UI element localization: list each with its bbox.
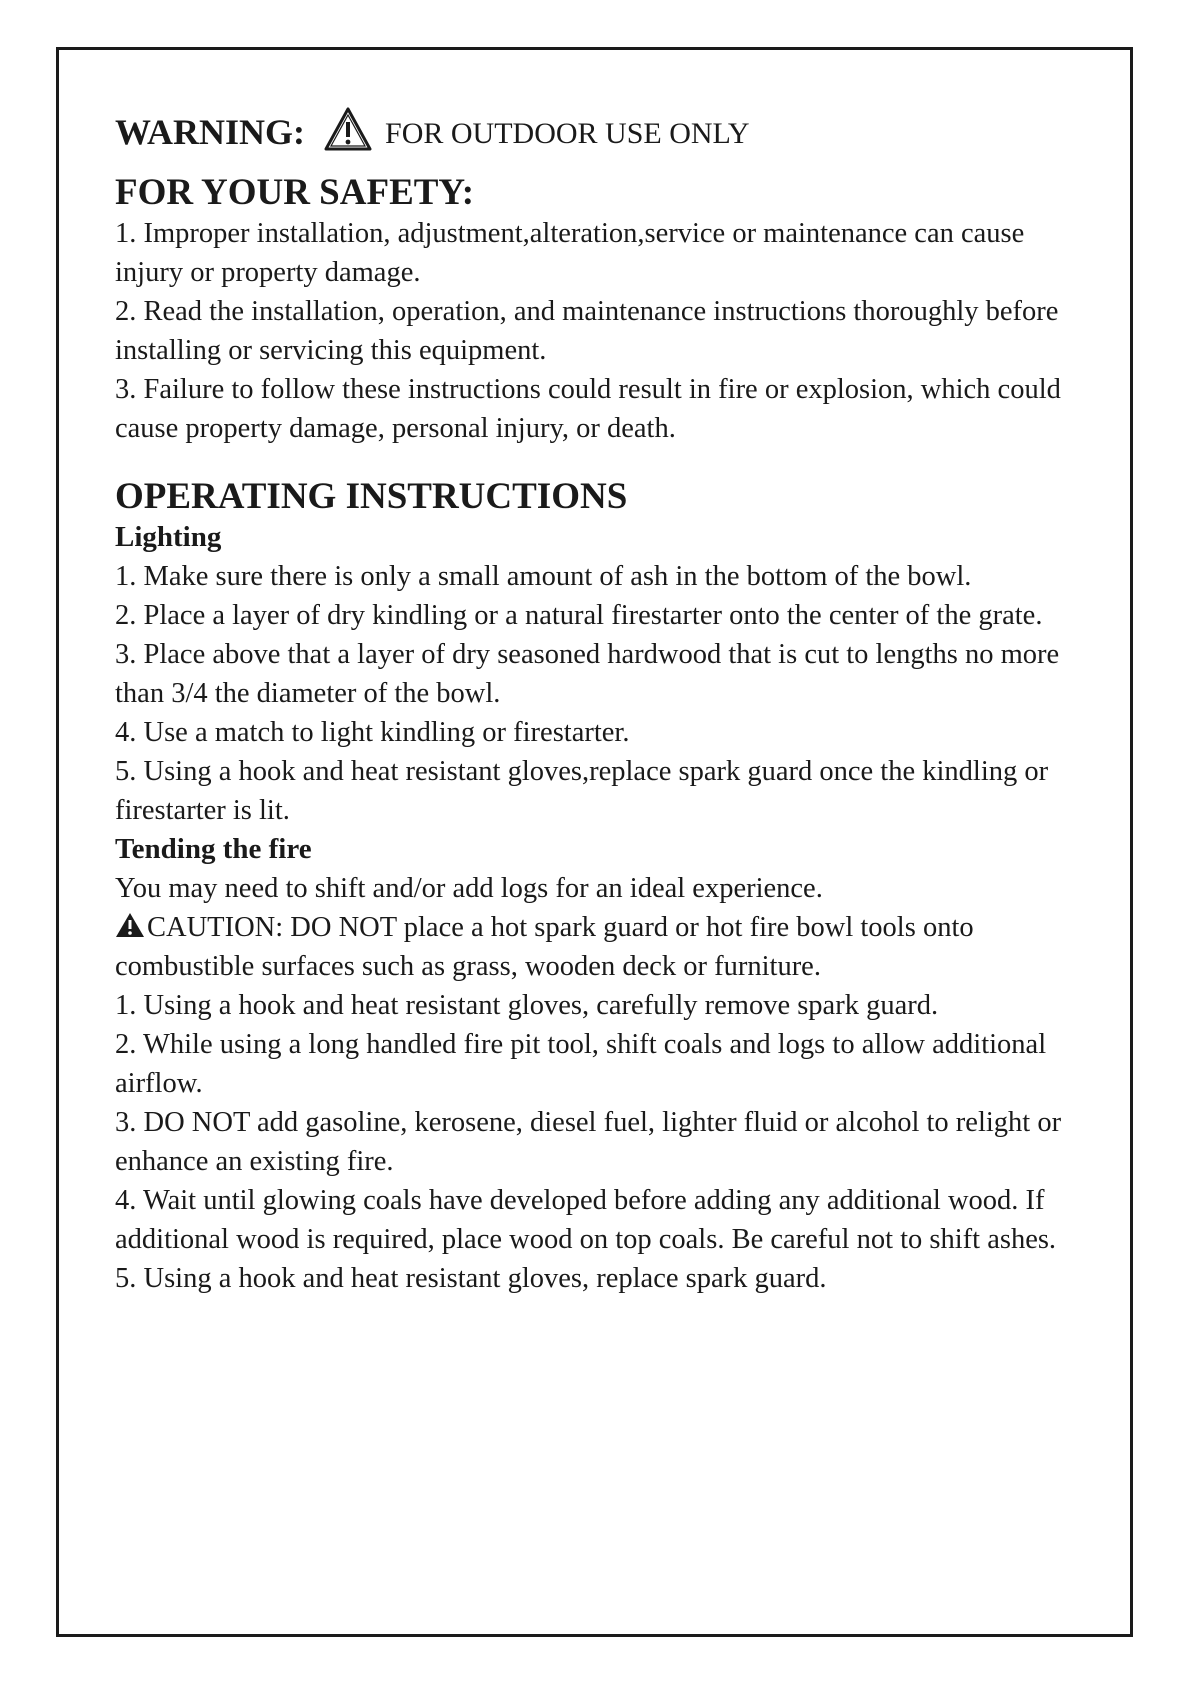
lighting-item: 1. Make sure there is only a small amount of ash in the bottom of the bowl. bbox=[115, 561, 972, 592]
manual-content bbox=[115, 100, 1095, 1298]
lighting-item: 3. Place above that a layer of dry seasoned hardwood that is cut to lengths no more than 3/4 the diameter of the bowl. bbox=[115, 639, 1060, 709]
caution-triangle-icon bbox=[115, 912, 145, 938]
safety-item: 3. Failure to follow these instructions could result in fire or explosion, which could cause property damage, personal injury, or death. bbox=[115, 374, 1061, 444]
caution-paragraph bbox=[115, 908, 1095, 986]
warning-label: WARNING: bbox=[115, 112, 306, 152]
safety-heading: FOR YOUR SAFETY: bbox=[115, 172, 475, 213]
tending-intro: You may need to shift and/or add logs for an ideal experience. bbox=[115, 873, 823, 904]
tending-item: 3. DO NOT add gasoline, kerosene, diesel fuel, lighter fluid or alcohol to relight or enhance an existing fire. bbox=[115, 1107, 1062, 1177]
safety-item: 1. Improper installation, adjustment,alteration,service or maintenance can cause injury or property damage. bbox=[115, 218, 1025, 288]
tending-item: 1. Using a hook and heat resistant gloves, carefully remove spark guard. bbox=[115, 990, 939, 1021]
tending-item: 5. Using a hook and heat resistant gloves, replace spark guard. bbox=[115, 1263, 827, 1294]
lighting-heading: Lighting bbox=[115, 521, 222, 553]
tending-item: 2. While using a long handled fire pit tool, shift coals and logs to allow additional airflow. bbox=[115, 1029, 1047, 1099]
warning-triangle-icon bbox=[323, 106, 373, 152]
safety-item: 2. Read the installation, operation, and maintenance instructions thoroughly before installing or servicing this equipment. bbox=[115, 296, 1059, 366]
lighting-item: 2. Place a layer of dry kindling or a natural firestarter onto the center of the grate. bbox=[115, 600, 1043, 631]
tending-item: 4. Wait until glowing coals have developed before adding any additional wood. If additional wood is required, place wood on top coals. Be careful not to shift ashes. bbox=[115, 1185, 1057, 1255]
warning-line bbox=[115, 100, 1095, 152]
lighting-item: 5. Using a hook and heat resistant gloves,replace spark guard once the kindling or firestarter is lit. bbox=[115, 756, 1049, 826]
warning-text: FOR OUTDOOR USE ONLY bbox=[385, 117, 750, 150]
operating-heading: OPERATING INSTRUCTIONS bbox=[115, 476, 628, 517]
lighting-item: 4. Use a match to light kindling or firestarter. bbox=[115, 717, 630, 748]
caution-text: CAUTION: DO NOT place a hot spark guard or hot fire bowl tools onto combustible surfaces such as grass, wooden deck or furniture. bbox=[115, 912, 974, 982]
tending-heading: Tending the fire bbox=[115, 833, 312, 865]
